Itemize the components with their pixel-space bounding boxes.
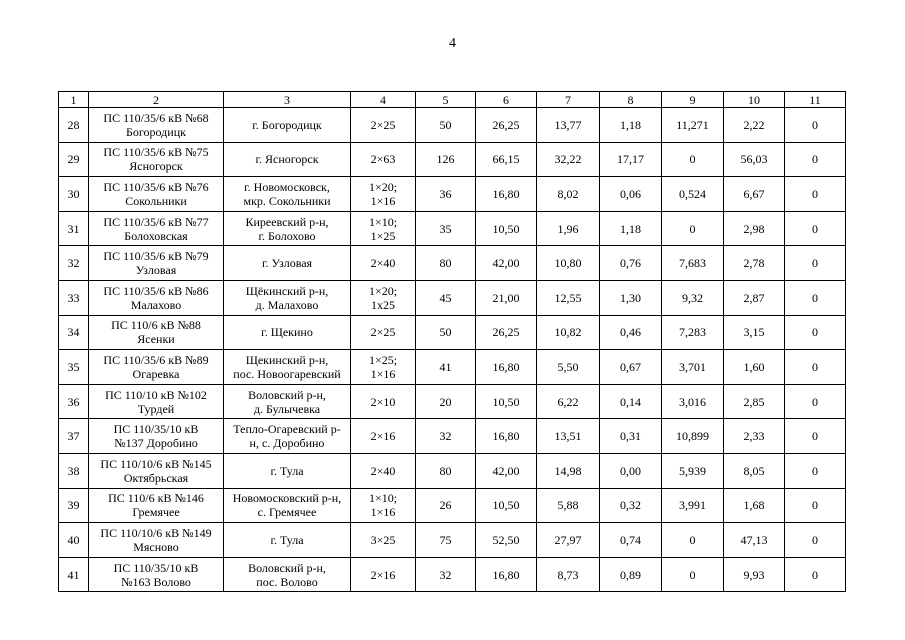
column-6-cell: 10,50 [476,488,537,523]
table-row [59,246,846,281]
page-number: 4 [449,36,456,51]
table-header [59,92,846,108]
cell-line: 2×40 [370,463,396,478]
column-8-cell: 0,67 [600,350,662,385]
transformer-capacity-cell [351,142,416,177]
cell-line: 1×16 [370,193,396,208]
table-row [59,315,846,350]
cell-line: 1×25; [368,352,398,367]
cell-line: Октябрьская [123,470,189,485]
row-number-cell: 32 [59,246,89,281]
column-8-cell: 0,32 [600,488,662,523]
table-row [59,280,846,315]
substation-name-cell [89,488,224,523]
cell-line: 2×16 [370,567,396,582]
column-7-cell: 5,88 [537,488,600,523]
table-row [59,177,846,212]
column-5-cell: 32 [416,557,476,592]
cell-line: Малахово [130,297,182,312]
cell-line: г. Тула [270,532,304,547]
table-row [59,557,846,592]
column-7-cell: 10,80 [537,246,600,281]
column-5-cell: 50 [416,108,476,143]
column-11-cell: 0 [785,453,846,488]
column-6-cell: 10,50 [476,384,537,419]
location-cell [224,142,351,177]
column-10-cell: 3,15 [724,315,785,350]
location-cell [224,246,351,281]
cell-line: ПС 110/35/6 кВ №86 [103,283,209,298]
location-cell [224,488,351,523]
table-row [59,108,846,143]
row-number-cell: 29 [59,142,89,177]
column-10-cell: 2,78 [724,246,785,281]
column-header-2: 2 [89,92,224,108]
cell-line: Воловский р-н, [248,560,326,575]
cell-line: ПС 110/35/6 кВ №75 [103,145,209,160]
location-cell [224,350,351,385]
cell-line: д. Булычевка [253,401,321,416]
cell-line: 1x25 [371,297,395,312]
column-8-cell: 0,74 [600,523,662,558]
substation-name-cell [89,523,224,558]
column-7-cell: 8,02 [537,177,600,212]
column-5-cell: 45 [416,280,476,315]
cell-line: Богородицк [126,124,186,139]
cell-line: н, с. Доробино [249,436,325,451]
column-8-cell: 0,76 [600,246,662,281]
column-5-cell: 80 [416,453,476,488]
cell-line: ПС 110/10 кВ №102 [105,387,207,402]
cell-line: ПС 110/35/10 кВ [113,422,199,437]
column-header-4: 4 [351,92,416,108]
column-11-cell: 0 [785,211,846,246]
location-cell [224,315,351,350]
header-row [59,92,846,108]
column-11-cell: 0 [785,488,846,523]
column-6-cell: 16,80 [476,419,537,454]
column-7-cell: 14,98 [537,453,600,488]
column-header-10: 10 [724,92,785,108]
column-6-cell: 10,50 [476,211,537,246]
column-10-cell: 2,87 [724,280,785,315]
transformer-capacity-cell [351,315,416,350]
column-9-cell: 0 [662,211,724,246]
column-header-6: 6 [476,92,537,108]
location-cell [224,280,351,315]
cell-line: 1×20; [368,179,398,194]
row-number-cell: 39 [59,488,89,523]
cell-line: 2×63 [370,152,396,167]
cell-line: Воловский р-н, [248,387,326,402]
column-9-cell: 0 [662,557,724,592]
table-row [59,384,846,419]
column-8-cell: 0,31 [600,419,662,454]
table-row [59,488,846,523]
column-11-cell: 0 [785,523,846,558]
column-6-cell: 52,50 [476,523,537,558]
cell-line: Сокольники [125,193,187,208]
table-row [59,211,846,246]
column-10-cell: 6,67 [724,177,785,212]
transformer-capacity-cell [351,108,416,143]
cell-line: Турдей [137,401,175,416]
transformer-capacity-cell [351,384,416,419]
transformer-capacity-cell [351,246,416,281]
transformer-capacity-cell [351,419,416,454]
column-9-cell: 5,939 [662,453,724,488]
cell-line: ПС 110/35/6 кВ №76 [103,179,209,194]
column-5-cell: 75 [416,523,476,558]
cell-line: Щекинский р-н, [245,352,329,367]
column-7-cell: 32,22 [537,142,600,177]
column-header-9: 9 [662,92,724,108]
column-10-cell: 2,98 [724,211,785,246]
column-7-cell: 12,55 [537,280,600,315]
column-9-cell: 0 [662,523,724,558]
column-8-cell: 0,06 [600,177,662,212]
transformer-capacity-cell [351,177,416,212]
cell-line: 1×10; [368,491,398,506]
table-row [59,350,846,385]
column-9-cell: 0,524 [662,177,724,212]
row-number-cell: 38 [59,453,89,488]
column-11-cell: 0 [785,557,846,592]
column-8-cell: 1,18 [600,211,662,246]
row-number-cell: 36 [59,384,89,419]
substation-name-cell [89,419,224,454]
column-9-cell: 3,016 [662,384,724,419]
column-11-cell: 0 [785,419,846,454]
column-10-cell: 9,93 [724,557,785,592]
row-number-cell: 40 [59,523,89,558]
location-cell [224,419,351,454]
cell-line: Ясногорск [129,159,183,174]
cell-line: Болоховская [124,228,188,243]
column-7-cell: 13,77 [537,108,600,143]
column-9-cell: 7,283 [662,315,724,350]
cell-line: ПС 110/10/6 кВ №145 [100,456,212,471]
column-8-cell: 0,14 [600,384,662,419]
cell-line: Щёкинский р-н, [245,283,329,298]
cell-line: Ясенки [137,332,175,347]
cell-line: г. Тула [270,463,304,478]
column-8-cell: 17,17 [600,142,662,177]
location-cell [224,453,351,488]
cell-line: г. Богородицк [252,117,322,132]
column-7-cell: 5,50 [537,350,600,385]
column-5-cell: 36 [416,177,476,212]
substation-name-cell [89,177,224,212]
column-10-cell: 2,85 [724,384,785,419]
location-cell [224,557,351,592]
location-cell [224,211,351,246]
column-11-cell: 0 [785,177,846,212]
cell-line: 2×10 [370,394,396,409]
cell-line: ПС 110/35/10 кВ [113,560,199,575]
substation-name-cell [89,108,224,143]
cell-line: Гремячее [132,505,180,520]
column-header-1: 1 [59,92,89,108]
column-8-cell: 0,89 [600,557,662,592]
column-10-cell: 1,60 [724,350,785,385]
column-6-cell: 16,80 [476,350,537,385]
substation-name-cell [89,211,224,246]
cell-line: г. Новомосковск, [244,179,330,194]
cell-line: 1×20; [368,283,398,298]
column-10-cell: 8,05 [724,453,785,488]
cell-line: 3×25 [370,532,396,547]
substation-name-cell [89,315,224,350]
cell-line: ПС 110/10/6 кВ №149 [100,525,212,540]
cell-line: Тепло-Огаревский р- [233,422,341,437]
column-8-cell: 0,00 [600,453,662,488]
cell-line: г. Узловая [261,256,313,271]
cell-line: г. Щекино [261,325,313,340]
cell-line: №137 Доробино [114,436,198,451]
column-header-5: 5 [416,92,476,108]
cell-line: Огаревка [132,366,180,381]
column-11-cell: 0 [785,350,846,385]
column-11-cell: 0 [785,315,846,350]
table-body [59,108,846,592]
column-5-cell: 32 [416,419,476,454]
substation-name-cell [89,384,224,419]
column-6-cell: 16,80 [476,557,537,592]
cell-line: 2×25 [370,325,396,340]
substation-name-cell [89,350,224,385]
cell-line: ПС 110/35/6 кВ №68 [103,110,209,125]
column-header-8: 8 [600,92,662,108]
cell-line: 1×10; [368,214,398,229]
column-5-cell: 26 [416,488,476,523]
cell-line: г. Ясногорск [255,152,319,167]
substation-name-cell [89,453,224,488]
cell-line: 2×16 [370,429,396,444]
column-7-cell: 1,96 [537,211,600,246]
column-7-cell: 6,22 [537,384,600,419]
cell-line: ПС 110/6 кВ №88 [111,318,201,333]
column-11-cell: 0 [785,142,846,177]
location-cell [224,523,351,558]
column-5-cell: 80 [416,246,476,281]
substation-table [58,91,846,592]
column-9-cell: 3,991 [662,488,724,523]
row-number-cell: 30 [59,177,89,212]
column-9-cell: 0 [662,142,724,177]
transformer-capacity-cell [351,350,416,385]
substation-name-cell [89,246,224,281]
column-10-cell: 47,13 [724,523,785,558]
cell-line: пос. Волово [256,574,318,589]
column-5-cell: 126 [416,142,476,177]
table-row [59,453,846,488]
column-5-cell: 20 [416,384,476,419]
cell-line: Узловая [135,263,177,278]
table-row [59,142,846,177]
substation-name-cell [89,557,224,592]
column-8-cell: 1,30 [600,280,662,315]
table-row [59,419,846,454]
column-7-cell: 10,82 [537,315,600,350]
column-9-cell: 9,32 [662,280,724,315]
column-6-cell: 26,25 [476,108,537,143]
cell-line: с. Гремячее [257,505,317,520]
column-header-3: 3 [224,92,351,108]
cell-line: 2×40 [370,256,396,271]
cell-line: г. Болохово [258,228,316,243]
column-header-11: 11 [785,92,846,108]
column-9-cell: 10,899 [662,419,724,454]
column-6-cell: 42,00 [476,246,537,281]
column-5-cell: 41 [416,350,476,385]
location-cell [224,384,351,419]
row-number-cell: 35 [59,350,89,385]
cell-line: 1×16 [370,505,396,520]
column-9-cell: 3,701 [662,350,724,385]
column-7-cell: 13,51 [537,419,600,454]
row-number-cell: 31 [59,211,89,246]
column-7-cell: 8,73 [537,557,600,592]
column-10-cell: 1,68 [724,488,785,523]
column-6-cell: 26,25 [476,315,537,350]
transformer-capacity-cell [351,488,416,523]
column-11-cell: 0 [785,108,846,143]
cell-line: 1×16 [370,366,396,381]
column-10-cell: 2,33 [724,419,785,454]
row-number-cell: 28 [59,108,89,143]
cell-line: пос. Новоогаревский [233,366,341,381]
column-10-cell: 56,03 [724,142,785,177]
column-6-cell: 66,15 [476,142,537,177]
transformer-capacity-cell [351,453,416,488]
column-10-cell: 2,22 [724,108,785,143]
cell-line: ПС 110/35/6 кВ №89 [103,352,209,367]
column-11-cell: 0 [785,246,846,281]
cell-line: ПС 110/35/6 кВ №79 [103,249,209,264]
row-number-cell: 37 [59,419,89,454]
column-5-cell: 35 [416,211,476,246]
location-cell [224,177,351,212]
column-header-7: 7 [537,92,600,108]
row-number-cell: 34 [59,315,89,350]
column-5-cell: 50 [416,315,476,350]
substation-name-cell [89,142,224,177]
column-11-cell: 0 [785,280,846,315]
cell-line: 1×25 [370,228,396,243]
cell-line: Киреевский р-н, [245,214,329,229]
row-number-cell: 33 [59,280,89,315]
transformer-capacity-cell [351,523,416,558]
column-9-cell: 7,683 [662,246,724,281]
column-8-cell: 0,46 [600,315,662,350]
column-6-cell: 21,00 [476,280,537,315]
column-9-cell: 11,271 [662,108,724,143]
column-11-cell: 0 [785,384,846,419]
transformer-capacity-cell [351,557,416,592]
column-8-cell: 1,18 [600,108,662,143]
cell-line: Новомосковский р-н, [232,491,342,506]
cell-line: мкр. Сокольники [243,193,331,208]
location-cell [224,108,351,143]
transformer-capacity-cell [351,280,416,315]
cell-line: ПС 110/35/6 кВ №77 [103,214,209,229]
cell-line: ПС 110/6 кВ №146 [108,491,204,506]
cell-line: Мясново [133,539,179,554]
transformer-capacity-cell [351,211,416,246]
cell-line: 2×25 [370,117,396,132]
row-number-cell: 41 [59,557,89,592]
column-6-cell: 16,80 [476,177,537,212]
cell-line: №163 Волово [121,574,191,589]
substation-name-cell [89,280,224,315]
cell-line: д. Малахово [255,297,319,312]
column-7-cell: 27,97 [537,523,600,558]
table-row [59,523,846,558]
column-6-cell: 42,00 [476,453,537,488]
